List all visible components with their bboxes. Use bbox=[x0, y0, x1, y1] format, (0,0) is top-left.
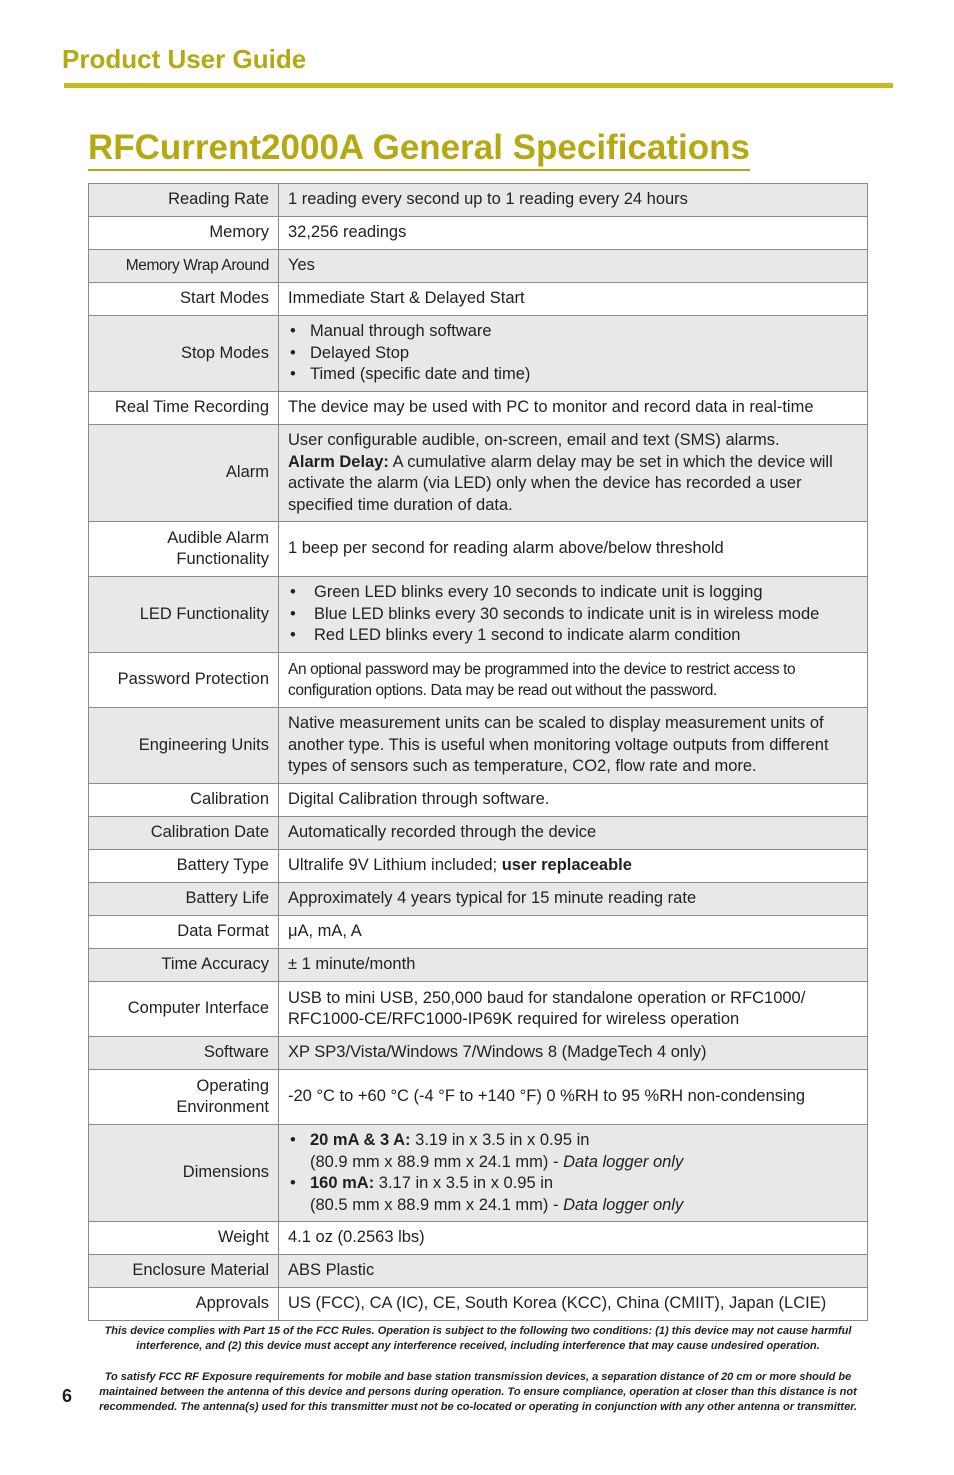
dimension-note: Data logger only bbox=[563, 1195, 684, 1214]
spec-label: LED Functionality bbox=[89, 577, 279, 653]
spec-label: Data Format bbox=[89, 916, 279, 949]
spec-label: Weight bbox=[89, 1222, 279, 1255]
table-row bbox=[89, 708, 868, 784]
table-row bbox=[89, 850, 868, 883]
spec-value: US (FCC), CA (IC), CE, South Korea (KCC), China (CMIIT), Japan (LCIE) bbox=[279, 1288, 868, 1321]
spec-value: The device may be used with PC to monitor and record data in real-time bbox=[279, 392, 868, 425]
table-row bbox=[89, 949, 868, 982]
alarm-delay-text: A cumulative alarm delay may be set in which the device will activate the alarm (via LED) only when the device has recorded a user specified time duration of data. bbox=[288, 452, 833, 514]
spec-label: Computer Interface bbox=[89, 982, 279, 1037]
battery-type-text: Ultralife 9V Lithium included; bbox=[288, 856, 502, 875]
alarm-delay-label: Alarm Delay: bbox=[288, 452, 389, 471]
list-item: • Blue LED blinks every 30 seconds to indicate unit is in wireless mode bbox=[288, 604, 858, 626]
spec-value bbox=[279, 425, 868, 522]
list-item bbox=[288, 1130, 858, 1173]
dimension-note: Data logger only bbox=[563, 1152, 684, 1171]
list-item bbox=[288, 1173, 858, 1216]
guide-title: Product User Guide bbox=[62, 44, 307, 74]
table-row bbox=[89, 577, 868, 653]
spec-label bbox=[89, 522, 279, 577]
rf-exposure-notice: To satisfy FCC RF Exposure requirements for mobile and base station transmission devices, a separation distance of 20 cm or more should be maintained between the antenna of this device and persons during operation. To ensure compliance, operation at closer than this distance is not recommended. The antenna(s) used for this transmitter must not be co-located or operating in conjunction with any other antenna or transmitter. bbox=[99, 1371, 857, 1413]
spec-value: μA, mA, A bbox=[279, 916, 868, 949]
spec-value bbox=[279, 316, 868, 392]
table-row bbox=[89, 784, 868, 817]
fcc-notice: This device complies with Part 15 of the FCC Rules. Operation is subject to the following two conditions: (1) this device may not cause harmful interference, and (2) this device must accept any interference received, including interference that may cause undesired operation. bbox=[104, 1325, 852, 1352]
spec-value: USB to mini USB, 250,000 baud for standalone operation or RFC1000/ RFC1000-CE/RFC1000-IP69K required for wireless operation bbox=[279, 982, 868, 1037]
spec-value: Approximately 4 years typical for 15 minute reading rate bbox=[279, 883, 868, 916]
list-item: • Timed (specific date and time) bbox=[288, 364, 858, 386]
table-row bbox=[89, 184, 868, 217]
led-functionality-list bbox=[288, 582, 858, 647]
spec-value bbox=[279, 577, 868, 653]
spec-label: Dimensions bbox=[89, 1125, 279, 1222]
table-row bbox=[89, 217, 868, 250]
table-row bbox=[89, 1288, 868, 1321]
table-row bbox=[89, 1255, 868, 1288]
spec-label: Time Accuracy bbox=[89, 949, 279, 982]
spec-label: Software bbox=[89, 1037, 279, 1070]
spec-label: Calibration Date bbox=[89, 817, 279, 850]
spec-label: Reading Rate bbox=[89, 184, 279, 217]
spec-label bbox=[89, 1070, 279, 1125]
page-number: 6 bbox=[62, 1386, 73, 1406]
spec-label: Real Time Recording bbox=[89, 392, 279, 425]
spec-label: Engineering Units bbox=[89, 708, 279, 784]
table-row bbox=[89, 250, 868, 283]
battery-type-note: user replaceable bbox=[501, 856, 632, 875]
spec-label: Start Modes bbox=[89, 283, 279, 316]
spec-label: Memory bbox=[89, 217, 279, 250]
table-row bbox=[89, 916, 868, 949]
dimension-model: 160 mA: bbox=[310, 1174, 375, 1192]
list-item: • Delayed Stop bbox=[288, 343, 858, 365]
table-row bbox=[89, 817, 868, 850]
table-row bbox=[89, 316, 868, 392]
spec-label: Calibration bbox=[89, 784, 279, 817]
spec-value: 1 reading every second up to 1 reading every 24 hours bbox=[279, 184, 868, 217]
table-row bbox=[89, 1037, 868, 1070]
table-row bbox=[89, 653, 868, 708]
table-row bbox=[89, 1070, 868, 1125]
spec-label: Enclosure Material bbox=[89, 1255, 279, 1288]
dimension-imperial: 3.19 in x 3.5 in x 0.95 in bbox=[410, 1131, 590, 1149]
table-row bbox=[89, 283, 868, 316]
dimension-model: 20 mA & 3 A: bbox=[310, 1131, 411, 1149]
table-row bbox=[89, 425, 868, 522]
dimension-metric: (80.5 mm x 88.9 mm x 24.1 mm) - bbox=[310, 1195, 564, 1214]
spec-value bbox=[279, 850, 868, 883]
spec-value: Automatically recorded through the device bbox=[279, 817, 868, 850]
spec-value: Digital Calibration through software. bbox=[279, 784, 868, 817]
table-row bbox=[89, 1222, 868, 1255]
stop-modes-list bbox=[288, 321, 858, 386]
spec-value: Immediate Start & Delayed Start bbox=[279, 283, 868, 316]
spec-label: Memory Wrap Around bbox=[89, 250, 279, 283]
table-row bbox=[89, 392, 868, 425]
spec-label: Approvals bbox=[89, 1288, 279, 1321]
spec-label-line: Functionality bbox=[176, 550, 269, 568]
spec-value: 1 beep per second for reading alarm above/below threshold bbox=[279, 522, 868, 577]
specifications-table bbox=[88, 183, 868, 1321]
spec-label-line: Environment bbox=[176, 1098, 269, 1116]
spec-value: XP SP3/Vista/Windows 7/Windows 8 (MadgeTech 4 only) bbox=[279, 1037, 868, 1070]
spec-value bbox=[279, 1125, 868, 1222]
dimension-metric: (80.9 mm x 88.9 mm x 24.1 mm) - bbox=[310, 1152, 564, 1171]
table-row bbox=[89, 883, 868, 916]
list-item: • Manual through software bbox=[288, 321, 858, 343]
spec-label: Stop Modes bbox=[89, 316, 279, 392]
spec-value: Yes bbox=[279, 250, 868, 283]
spec-value: -20 °C to +60 °C (-4 °F to +140 °F) 0 %RH to 95 %RH non-condensing bbox=[279, 1070, 868, 1125]
spec-value: 4.1 oz (0.2563 lbs) bbox=[279, 1222, 868, 1255]
page-title: RFCurrent2000A General Specifications bbox=[88, 128, 750, 171]
spec-value: ± 1 minute/month bbox=[279, 949, 868, 982]
spec-label: Battery Life bbox=[89, 883, 279, 916]
spec-label: Battery Type bbox=[89, 850, 279, 883]
spec-label-line: Operating bbox=[196, 1076, 269, 1095]
spec-label: Password Protection bbox=[89, 653, 279, 708]
spec-value: 32,256 readings bbox=[279, 217, 868, 250]
list-item: • Red LED blinks every 1 second to indicate alarm condition bbox=[288, 625, 858, 647]
spec-value: Native measurement units can be scaled to display measurement units of another type. This is useful when monitoring voltage outputs from different types of sensors such as temperature, CO2, flow rate and more. bbox=[279, 708, 868, 784]
spec-value: An optional password may be programmed into the device to restrict access to configuration options. Data may be read out without the password. bbox=[279, 653, 868, 708]
table-row bbox=[89, 522, 868, 577]
alarm-description: User configurable audible, on-screen, email and text (SMS) alarms. bbox=[288, 431, 780, 449]
table-row bbox=[89, 982, 868, 1037]
table-row bbox=[89, 1125, 868, 1222]
spec-value: ABS Plastic bbox=[279, 1255, 868, 1288]
dimensions-list bbox=[288, 1130, 858, 1216]
spec-label-line: Audible Alarm bbox=[167, 528, 269, 547]
spec-label: Alarm bbox=[89, 425, 279, 522]
dimension-imperial: 3.17 in x 3.5 in x 0.95 in bbox=[374, 1174, 554, 1192]
list-item: • Green LED blinks every 10 seconds to indicate unit is logging bbox=[288, 582, 858, 604]
header-divider bbox=[64, 83, 893, 88]
